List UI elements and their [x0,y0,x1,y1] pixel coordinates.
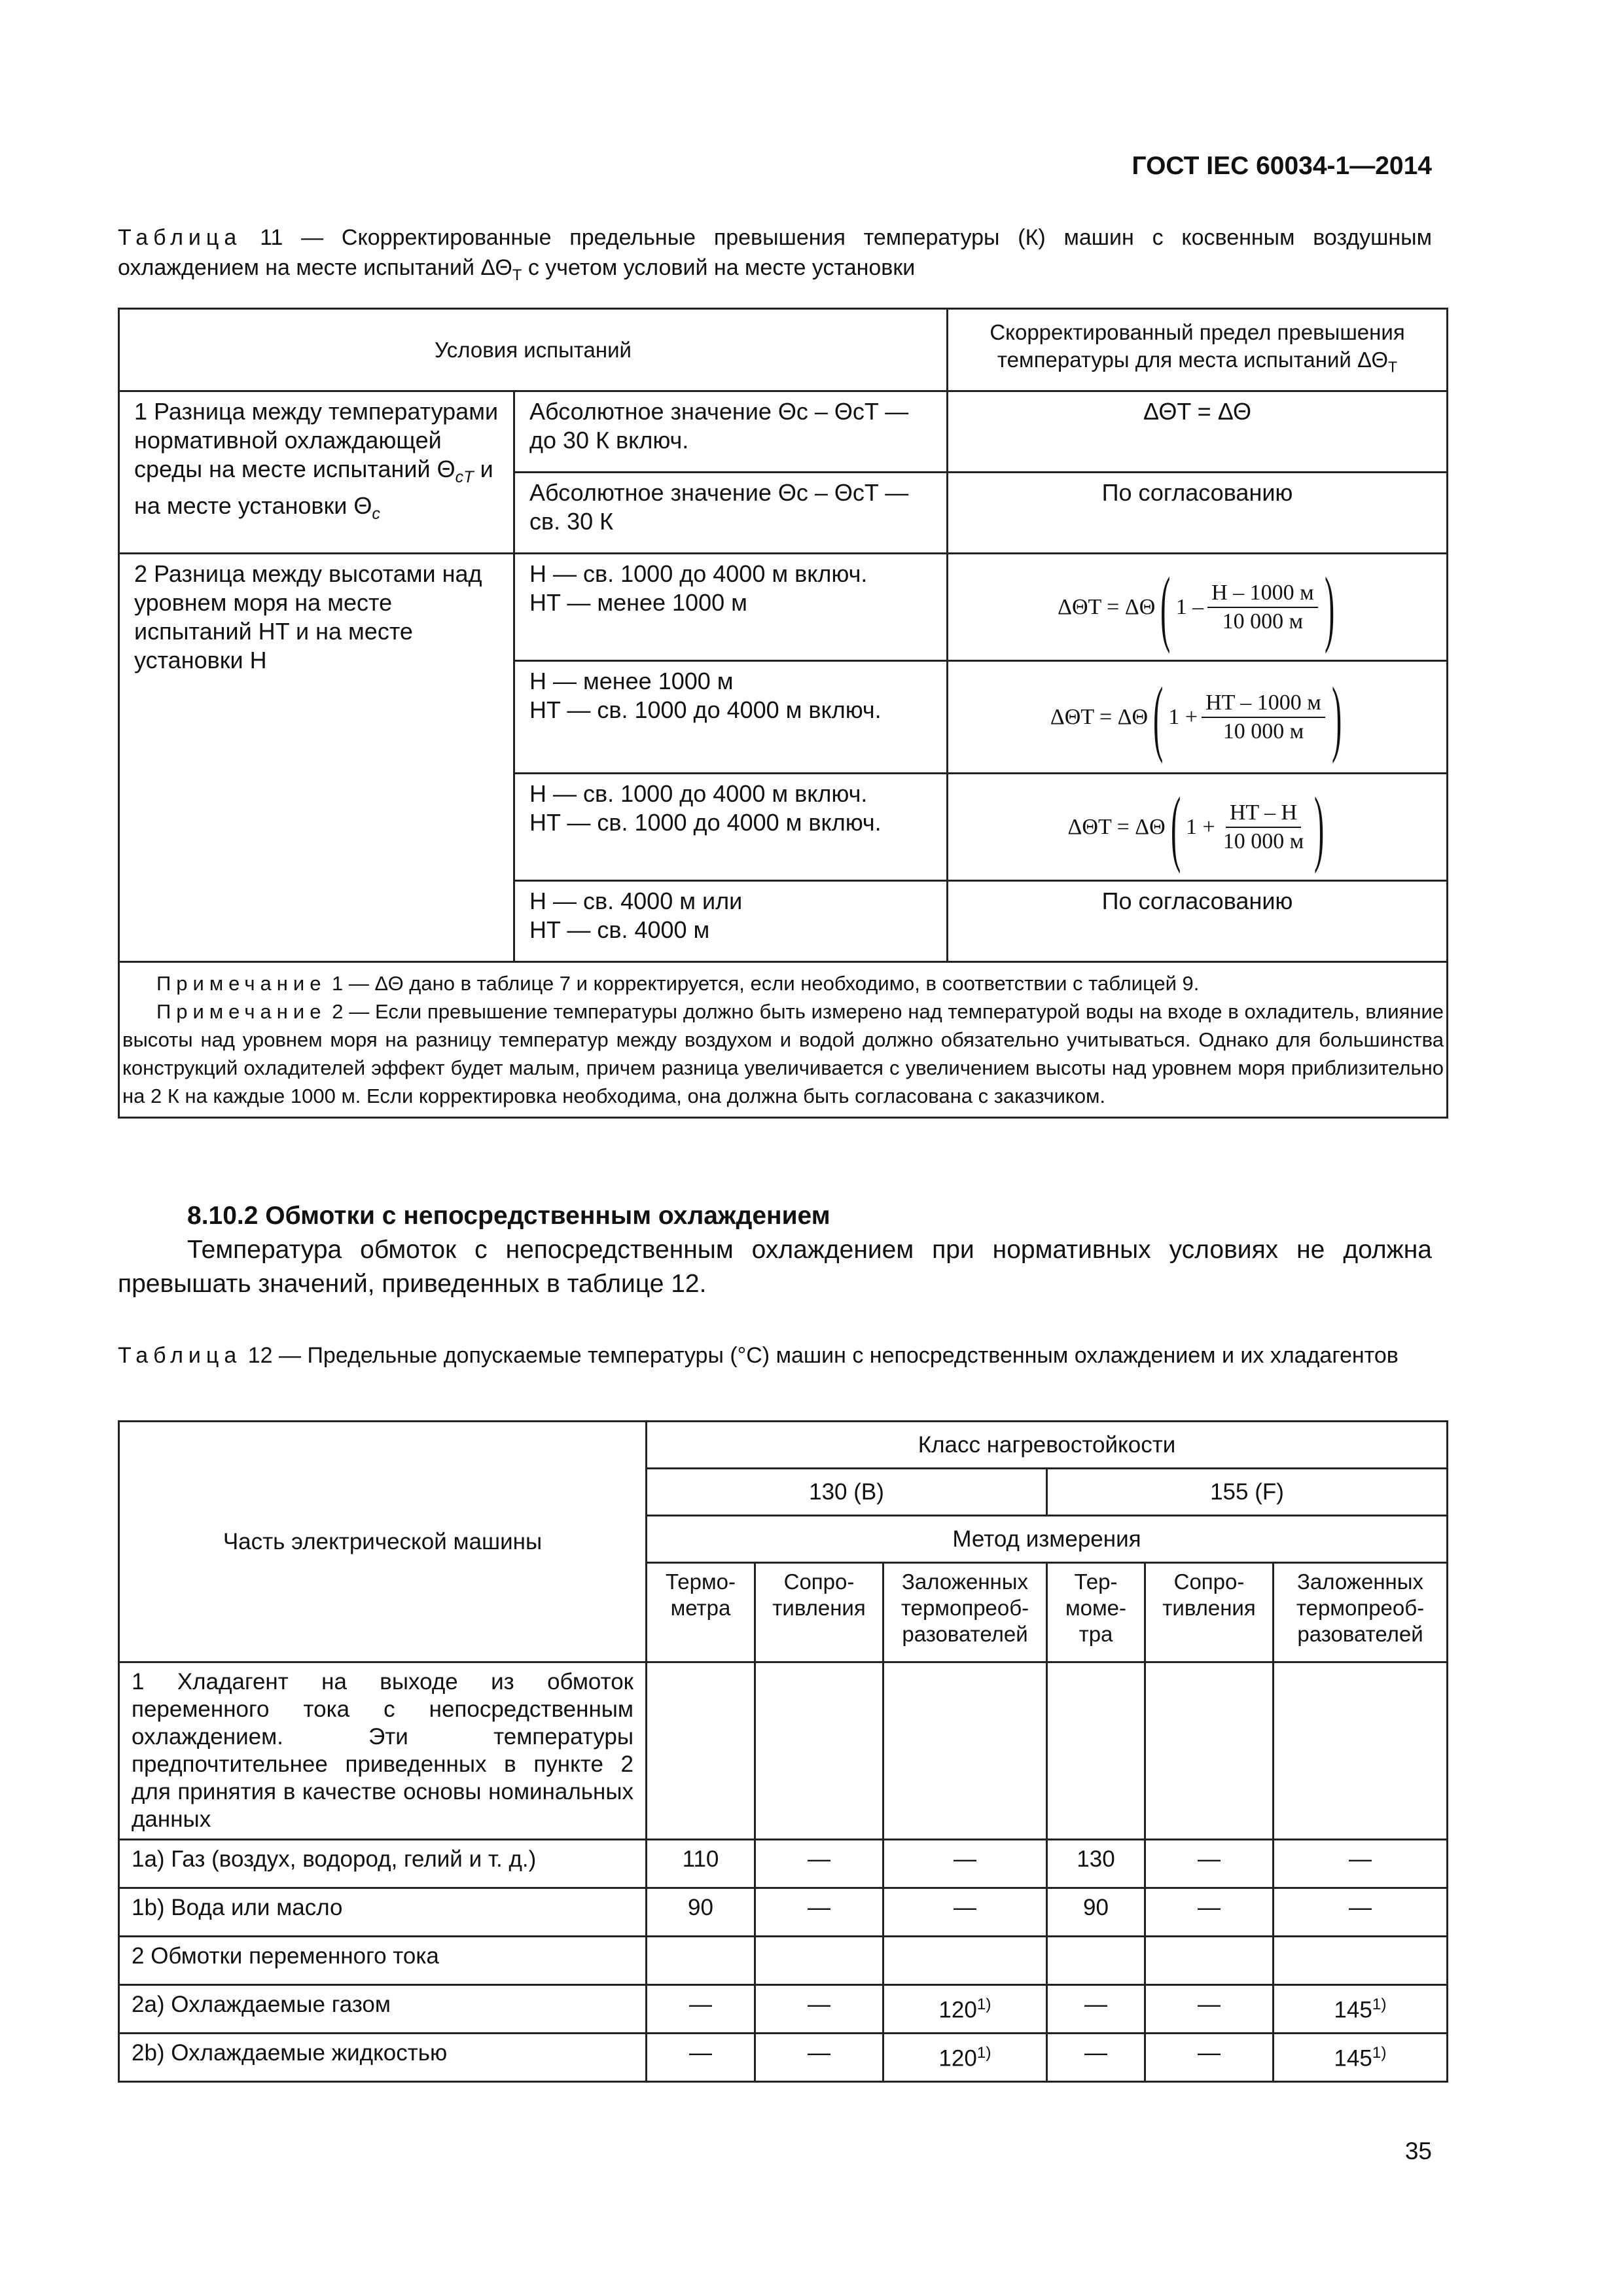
cell-value: — [1198,2040,1221,2066]
row-label: 1a) Газ (воздух, водород, гелий и т. д.) [119,1840,647,1888]
table11-row2a-value [514,554,948,661]
note1-label: Примечание [156,972,327,995]
table-cell [647,1662,755,1840]
table-row [119,2034,1448,2082]
cell-value: — [808,2040,830,2066]
row2d-line2: HT — св. 4000 м [529,916,710,943]
table-cell [1145,1888,1274,1937]
row2b-line2: HT — св. 1000 до 4000 м включ. [529,696,882,723]
footnote-mark: 1) [1372,1996,1387,2013]
footnote-mark: 1) [976,1996,991,2013]
table12-method-4: Сопро- тивления [1145,1563,1274,1662]
table11-row2-condition: 2 Разница между высотами над уровнем моря на месте испытаний HT и на месте установки H [119,554,514,962]
footnote-mark: 1) [1372,2044,1387,2062]
row1-condition-text: 1 Разница между температурами нормативной охлаждающей среды на месте испытаний Θ [134,398,499,482]
table11-head-limit [948,309,1448,391]
table12-head-part: Часть электрической машины [119,1422,647,1662]
table-cell [647,2034,755,2082]
table-cell [1047,1662,1145,1840]
cell-value: — [808,1846,830,1872]
cell-value: — [1349,1895,1372,1920]
formula-lhs: ΔΘT = ΔΘ [1050,704,1149,729]
cell-value: — [1084,2040,1107,2066]
table-cell [883,1888,1047,1937]
table11-row2b-formula: ΔΘT = ΔΘ ( 1 + $\frac{HT - 1000 м}{10 000 м}$ ) [948,661,1448,774]
table11-caption-text: 11 — Скорректированные предельные превышения температуры (К) машин с косвенным воздушным охлаждением на месте испытаний ΔΘ [118,225,1432,280]
table11-head-limit-text: Скорректированный предел превышения температуры для места испытаний ΔΘ [990,320,1405,372]
formula-lhs: ΔΘT = ΔΘ [1058,594,1156,619]
table-cell [1145,1937,1274,1985]
row1-condition-sub1: cT [455,468,474,487]
cell-value: — [689,1992,712,2017]
table-row [119,1985,1448,2034]
cell-value: — [1084,1992,1107,2017]
table-cell [1047,1937,1145,1985]
row2a-line1: H — св. 1000 до 4000 м включ. [529,560,868,587]
row2c-numerator: HT – H [1226,799,1301,828]
table-cell [755,1840,883,1888]
formula-lhs: ΔΘT = ΔΘ [1067,814,1166,839]
cell-value: — [1349,1846,1372,1872]
table-cell [883,2034,1047,2082]
row-label: 2 Обмотки переменного тока [119,1937,647,1985]
table11-row2d-value [514,881,948,962]
table-cell [647,1840,755,1888]
table11-row2c-value [514,774,948,881]
row2c-line1: H — св. 1000 до 4000 м включ. [529,780,868,807]
table11-caption-tail: с учетом условий на месте установки [522,255,916,280]
table-11 [118,308,1448,1119]
table-cell [1145,2034,1274,2082]
page-number: 35 [1404,2138,1432,2164]
row1-condition-mid: и на месте установки Θ [134,456,493,520]
note-1 [122,969,1444,997]
note2-text: 2 — Если превышение температуры должно быть измерено над температурой воды на входе в охладитель, влияние высоты над уровнем моря на разницу температур между воздухом и водой должно обязательно учитываться. Однако для большинства конструкций охладителей эффект будет малым, причем разница увеличивается с увеличением высоты над уровнем моря приблизительно на 2 К на каждые 1000 м. Если корректировка необходима, она должна быть согласована с заказчиком. [122,1000,1444,1107]
table-cell [1274,1888,1448,1937]
cell-value: 145 [1334,1997,1372,2023]
table-cell [1145,1840,1274,1888]
row2b-line1: H — менее 1000 м [529,668,734,694]
row-label: 1b) Вода или масло [119,1888,647,1937]
cell-value: — [954,1895,976,1920]
table-cell [883,1937,1047,1985]
table-cell [755,1937,883,1985]
table11-row1b-value: Абсолютное значение Θc – ΘcT — св. 30 К [514,473,948,554]
table-cell [647,1937,755,1985]
table-cell [755,1662,883,1840]
table-cell [1145,1985,1274,2034]
table12-caption-text: 12 — Предельные допускаемые температуры (°С) машин с непосредственным охлаждением и их хладагентов [241,1343,1399,1368]
row1-condition-sub2: c [372,505,380,524]
row-label: 2a) Охлаждаемые газом [119,1985,647,2034]
table-cell [1274,1985,1448,2034]
note2-label: Примечание [156,1000,327,1023]
table-cell [1145,1662,1274,1840]
table-row [119,1937,1448,1985]
table11-head-limit-sub: T [1388,358,1398,376]
cell-value: 145 [1334,2045,1372,2072]
table11-row1a-limit: ΔΘT = ΔΘ [948,391,1448,473]
table-cell [883,1840,1047,1888]
table-cell [883,1662,1047,1840]
table12-method-0: Термо- метра [647,1563,755,1662]
table-cell [1274,1840,1448,1888]
cell-value: 110 [682,1846,719,1872]
row2a-numerator: H – 1000 м [1207,579,1318,608]
table11-row2c-formula: ΔΘT = ΔΘ ( 1 + $\frac{HT - H}{10 000 м}$ ) [948,774,1448,881]
table11-caption-prefix: Таблица [118,225,242,250]
cell-value: 90 [1083,1895,1109,1920]
table-row [119,1840,1448,1888]
row2a-denominator: 10 000 м [1222,609,1304,634]
table11-caption [118,223,1432,291]
row-label: 1 Хладагент на выходе из обмоток переменного тока с непосредственным охлаждением. Эти температуры предпочтительнее приведенных в пункте 2 для принятия в качестве основы номинальных данных [119,1662,647,1840]
table-cell [755,1985,883,2034]
table12-method-3: Тер- моме- тра [1047,1563,1145,1662]
cell-value: — [954,1846,976,1872]
table-cell [1274,1662,1448,1840]
table12-method-2: Заложенных термопреоб- разователей [883,1563,1047,1662]
table-row [119,1662,1448,1840]
row2d-line1: H — св. 4000 м или [529,888,743,914]
row2c-line2: HT — св. 1000 до 4000 м включ. [529,809,882,836]
table-cell [1047,1840,1145,1888]
table11-row2a-formula: ΔΘT = ΔΘ ( 1 – $\frac{H - 1000 м}{10 000 м}$ ) [948,554,1448,661]
table-cell [1274,2034,1448,2082]
table-cell [1047,1985,1145,2034]
table-cell [647,1888,755,1937]
table12-method-1: Сопро- тивления [755,1563,883,1662]
row-label: 2b) Охлаждаемые жидкостью [119,2034,647,2082]
table-cell [1047,1888,1145,1937]
table12-caption [118,1340,1432,1371]
section-paragraph: Температура обмоток с непосредственным охлаждением при нормативных условиях не должна превышать значений, приведенных в таблице 12. [118,1236,1432,1298]
table-cell [755,2034,883,2082]
table-cell [755,1888,883,1937]
table11-caption-sub: T [512,266,522,284]
table-12 [118,1420,1448,2083]
cell-value: 120 [938,2045,977,2072]
cell-value: — [689,2040,712,2066]
table12-head-method: Метод измерения [647,1516,1448,1563]
table11-row1b-limit: По согласованию [948,473,1448,554]
table11-row1-condition [119,391,514,554]
table11-row2b-value [514,661,948,774]
footnote-mark: 1) [976,2044,991,2062]
table11-row2d-limit: По согласованию [948,881,1448,962]
cell-value: — [1198,1895,1221,1920]
row2a-line2: HT — менее 1000 м [529,589,747,616]
table11-head-conditions: Условия испытаний [119,309,948,391]
table11-notes [119,962,1448,1118]
cell-value: — [808,1895,830,1920]
note-2 [122,997,1444,1110]
table12-caption-prefix: Таблица [118,1343,242,1368]
cell-value: — [808,1992,830,2017]
cell-value: 90 [688,1895,713,1920]
table-cell [647,1985,755,2034]
table11-row1a-value: Абсолютное значение Θc – ΘcT — до 30 К включ. [514,391,948,473]
table12-head-class: Класс нагревостойкости [647,1422,1448,1469]
row2b-denominator: 10 000 м [1222,719,1304,744]
cell-value: 130 [1077,1846,1115,1872]
section-8-10-2 [118,1199,1432,1301]
table-row [119,1888,1448,1937]
document-id: ГОСТ IEC 60034-1—2014 [1132,152,1432,180]
table-cell [1274,1937,1448,1985]
table12-head-130: 130 (B) [647,1469,1047,1516]
section-heading: 8.10.2 Обмотки с непосредственным охлаждением [187,1202,830,1230]
row2c-denominator: 10 000 м [1222,829,1304,853]
note1-text: 1 — ΔΘ дано в таблице 7 и корректируется, если необходимо, в соответствии с таблицей 9. [326,972,1200,995]
table-cell [1047,2034,1145,2082]
cell-value: — [1198,1846,1221,1872]
table-cell [883,1985,1047,2034]
table12-method-5: Заложенных термопреоб- разователей [1274,1563,1448,1662]
cell-value: 120 [938,1997,977,2023]
cell-value: — [1198,1992,1221,2017]
row2b-numerator: HT – 1000 м [1202,689,1325,718]
table12-head-155: 155 (F) [1047,1469,1448,1516]
